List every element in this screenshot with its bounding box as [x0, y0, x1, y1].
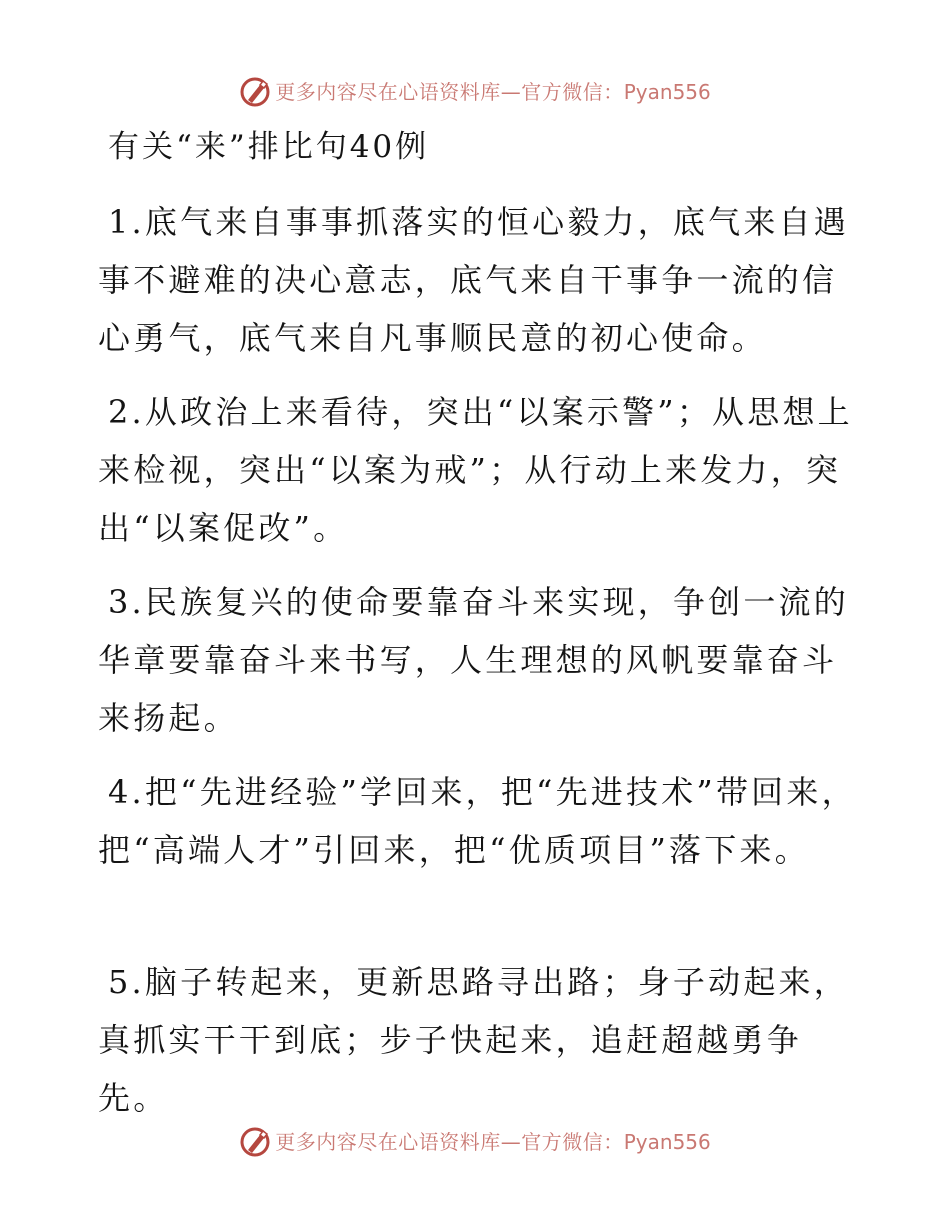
footer-banner-text: 更多内容尽在心语资料库—官方微信： — [275, 1130, 624, 1154]
footer-wechat-account: Pyan556 — [623, 1130, 711, 1154]
paragraph-3: 3.民族复兴的使命要靠奋斗来实现，争创一流的华章要靠奋斗来书写，人生理想的风帆要靠奋斗来扬起。 — [98, 583, 849, 737]
paragraph-4: 4.把“先进经验”学回来，把“先进技术”带回来，把“高端人才”引回来，把“优质项目”落下来。 — [98, 773, 857, 869]
header-wechat-account: Pyan556 — [623, 80, 711, 104]
paragraph-1: 1.底气来自事事抓落实的恒心毅力，底气来自遇事不避难的决心意志，底气来自干事争一流的信心勇气，底气来自凡事顺民意的初心使命。 — [98, 203, 849, 357]
header-banner-text: 更多内容尽在心语资料库—官方微信： — [275, 80, 624, 104]
pen-seal-logo-icon — [239, 1126, 271, 1158]
paragraph-2: 2.从政治上来看待，突出“以案示警”；从思想上来检视，突出“以案为戒”；从行动上来发力，突出“以案促改”。 — [98, 393, 853, 547]
header-banner — [0, 76, 950, 108]
footer-banner — [0, 1126, 950, 1158]
document-title: 有关“来”排比句40例 — [108, 129, 430, 165]
paragraph-5: 5.脑子转起来，更新思路寻出路；身子动起来，真抓实干干到底；步子快起来，追赶超越勇争先。 — [98, 963, 849, 1117]
pen-seal-logo-icon — [239, 76, 271, 108]
